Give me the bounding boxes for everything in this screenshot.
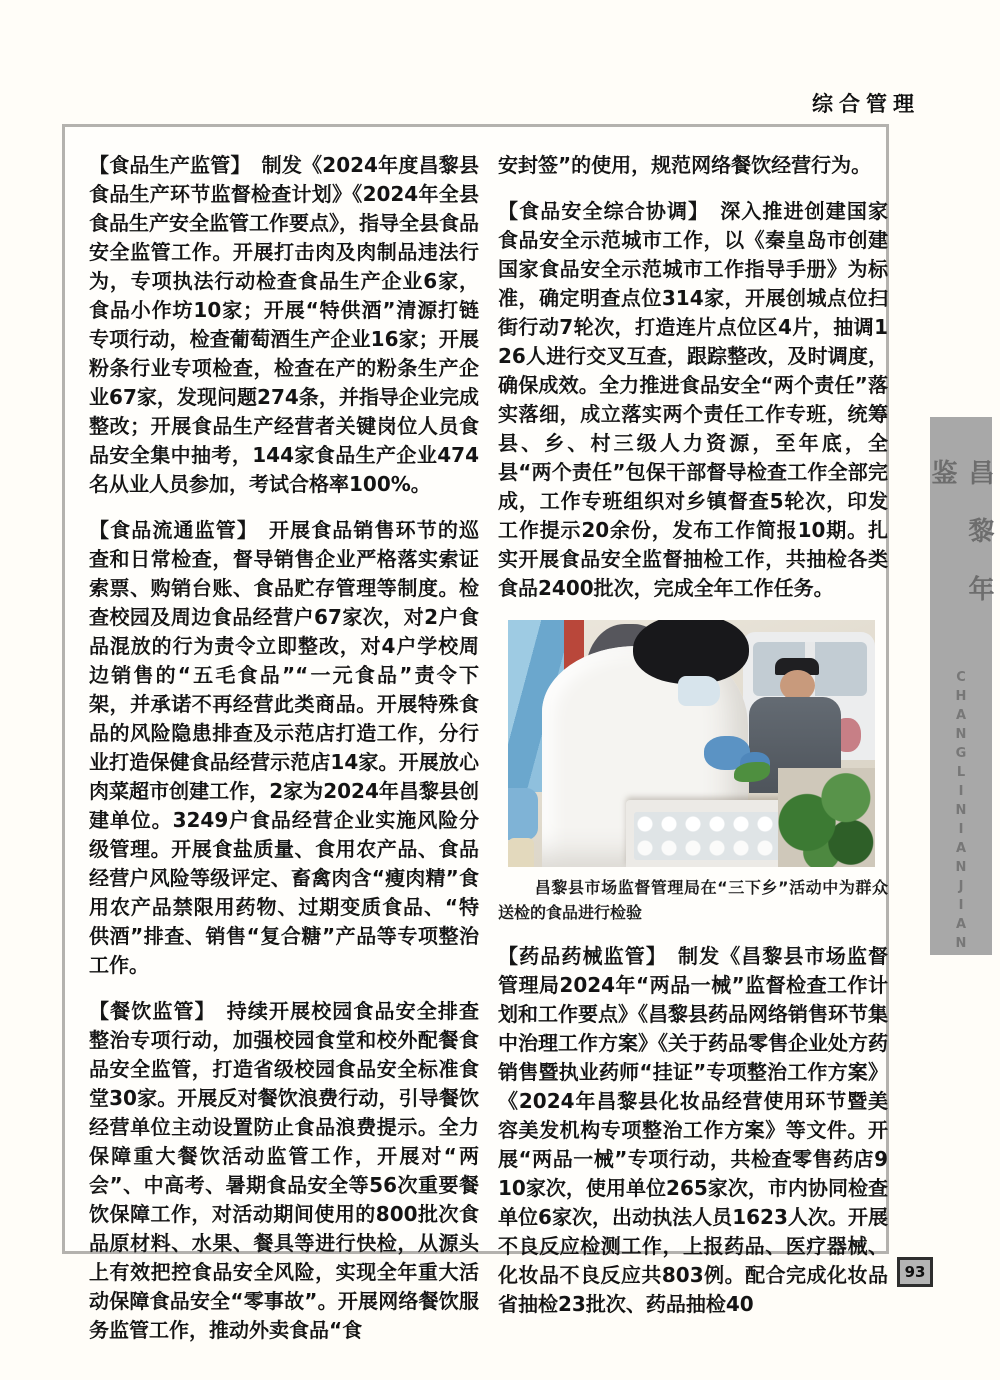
photo-leafy-vegetables	[778, 768, 875, 867]
entry-heading: 【食品安全综合协调】	[498, 199, 710, 223]
entry-body: 安封签”的使用，规范网络餐饮经营行为。	[498, 153, 872, 177]
entry-body: 深入推进创建国家食品安全示范城市工作，以《秦皇岛市创建国家食品安全示范城市工作指导手册》为标准，确定明查点位314家，开展创城点位扫街行动7轮次，打造连片点位区4片，抽调126人进行交叉互查，跟踪整改，及时调度，确保成效。全力推进食品安全“两个责任”落实落细，成立落实两个责任工作专班，统筹县、乡、村三级人力资源，至年底，全县“两个责任”包保干部督导检查工作全部完成，工作专班组织对乡镇督查5轮次，印发工作提示20余份，发布工作简报10期。扎实开展食品安全监督抽检工作，共抽检各类食品2400批次，完成全年工作任务。	[498, 199, 889, 600]
entry-drug-device-supervision	[498, 942, 888, 1319]
right-text-column	[498, 151, 888, 1319]
page-content-frame	[62, 124, 889, 1342]
photo-blue-cloth	[508, 788, 538, 840]
section-header: 综合管理	[812, 92, 920, 116]
left-text-column	[89, 151, 479, 1345]
entry-heading: 【药品药械监管】	[498, 944, 667, 968]
market-inspection-photo	[508, 620, 875, 867]
side-tab-romanized: CHANGLINIANJIAN	[953, 670, 969, 955]
continuation-text	[498, 151, 888, 180]
entry-food-circulation-supervision	[89, 516, 479, 980]
entry-food-production-supervision	[89, 151, 479, 499]
entry-body: 制发《2024年度昌黎县食品生产环节监督检查计划》《2024年全县食品生产安全监管工作要点》，指导全县食品安全监管工作。开展打击肉及肉制品违法行为，专项执法行动检查食品生产企业6家，食品小作坊10家；开展“特供酒”清源打链专项行动，检查葡萄酒生产企业16家；开展粉条行业专项检查，检查在产的粉条生产企业67家，发现问题274条，并指导企业完成整改；开展食品生产经营者关键岗位人员食品安全集中抽考，144家食品生产企业474名从业人员参加，考试合格率100%。	[89, 153, 479, 496]
entry-catering-supervision	[89, 997, 479, 1345]
photo-caption: 昌黎县市场监督管理局在“三下乡”活动中为群众送检的食品进行检验	[498, 878, 888, 922]
entry-body: 持续开展校园食品安全排查整治专项行动，加强校园食堂和校外配餐食品安全监管，打造省级校园食品安全标准食堂30家。开展反对餐饮浪费行动，引导餐饮经营单位主动设置防止食品浪费提示。全力保障重大餐饮活动监管工作，开展对“两会”、中高考、暑期食品安全等56次重要餐饮保障工作，对活动期间使用的800批次食品原材料、水果、餐具等进行快检，从源头上有效把控食品安全风险，实现全年重大活动保障食品安全“零事故”。开展网络餐饮服务监管工作，推动外卖食品“食	[89, 999, 480, 1342]
photo-inspector-mask	[678, 676, 720, 706]
side-tab-title: 昌黎年鉴	[927, 459, 994, 633]
entry-heading: 【食品流通监管】	[89, 518, 258, 542]
entry-heading: 【餐饮监管】	[89, 999, 216, 1023]
photo-chair	[508, 838, 534, 867]
entry-heading: 【食品生产监管】	[89, 153, 251, 177]
yearbook-side-tab	[927, 417, 994, 955]
photo-inspector-hat	[633, 620, 749, 684]
page-number: 93	[897, 1257, 933, 1287]
entry-food-safety-coordination	[498, 197, 888, 603]
entry-body: 开展食品销售环节的巡查和日常检查，督导销售企业严格落实索证索票、购销台账、食品贮存管理等制度。检查校园及周边食品经营户67家次，对2户食品混放的行为责令立即整改，对4户学校周边销售的“五毛食品”“一元食品”责令下架，并承诺不再经营此类商品。开展特殊食品的风险隐患排查及示范店打造工作，分行业打造保健食品经营示范店14家。开展放心肉菜超市创建工作，2家为2024年昌黎县创建单位。3249户食品经营企业实施风险分级管理。开展食盐质量、食用农产品、食品经营户风险等级评定、畜禽肉含“瘦肉精”食用农产品禁限用药物、过期变质食品、“特供酒”排查、销售“复合糖”产品等专项整治工作。	[89, 518, 480, 977]
entry-body: 制发《昌黎县市场监督管理局2024年“两品一械”监督检查工作计划和工作要点》《昌黎县药品网络销售环节集中治理工作方案》《关于药品零售企业处方药销售暨执业药师“挂证”专项整治工作方案》《2024年昌黎县化妆品经营使用环节暨美容美发机构专项整治工作方案》等文件。开展“两品一械”专项行动，共检查零售药店910家次，使用单位265家次，市内协同检查单位6家次，出动执法人员1623人次。开展不良反应检测工作，上报药品、医疗器械、化妆品不良反应共803例。配合完成化妆品省抽检23批次、药品抽检40	[498, 944, 889, 1316]
